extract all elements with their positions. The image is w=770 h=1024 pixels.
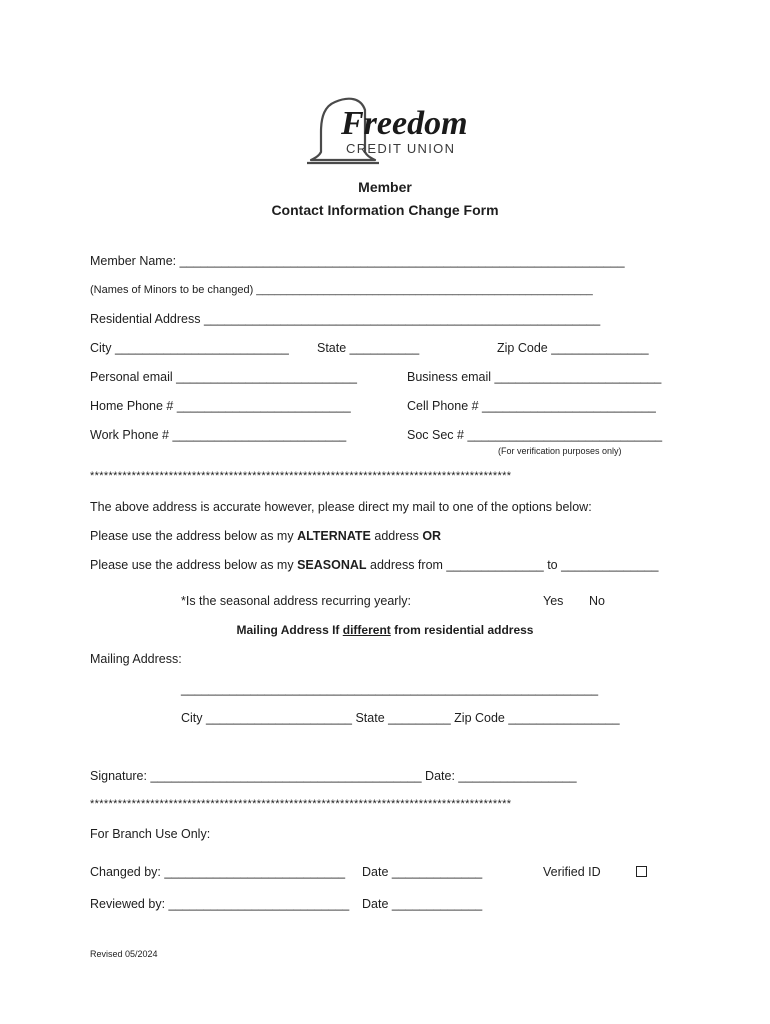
verified-id-label: Verified ID: [543, 865, 601, 879]
work-phone-field[interactable]: Work Phone # _________________________: [90, 428, 347, 442]
recurring-question: *Is the seasonal address recurring yearly:: [181, 594, 411, 608]
mailing-heading-prefix: Mailing Address If: [236, 623, 343, 637]
seasonal-dates-field[interactable]: address from ______________ to ______________: [366, 558, 659, 572]
soc-sec-field[interactable]: Soc Sec # ____________________________: [407, 428, 663, 442]
bell-logo-icon: [305, 92, 475, 166]
signature-date-field[interactable]: Signature: _______________________________________ Date: _________________: [90, 769, 577, 783]
logo-wordmark: Freedom: [341, 105, 468, 142]
revised-date: Revised 05/2024: [90, 949, 158, 959]
alternate-prefix: Please use the address below as my: [90, 529, 298, 543]
logo-subtitle: CREDIT UNION: [346, 141, 456, 156]
mailing-heading-underlined: different: [342, 623, 391, 637]
member-name-field[interactable]: Member Name: ________________________________________________________________: [90, 254, 625, 268]
zip-code-field[interactable]: Zip Code ______________: [497, 341, 649, 355]
personal-email-field[interactable]: Personal email __________________________: [90, 370, 357, 384]
form-title-line1: Member: [358, 179, 412, 195]
minors-names-field[interactable]: (Names of Minors to be changed) _______________________________________________________: [90, 284, 593, 296]
or-keyword: OR: [422, 529, 442, 543]
separator-top: *******************************************************************************************: [90, 470, 512, 482]
residential-address-field[interactable]: Residential Address _________________________________________________________: [90, 312, 601, 326]
changed-by-field[interactable]: Changed by: __________________________: [90, 865, 346, 879]
reviewed-date-field[interactable]: Date _____________: [362, 897, 483, 911]
alternate-mid: address: [370, 529, 423, 543]
soc-sec-note: (For verification purposes only): [498, 446, 622, 456]
mailing-address-line[interactable]: ____________________________________________________________: [181, 682, 599, 696]
branch-use-heading: For Branch Use Only:: [90, 827, 211, 841]
mail-options-intro: The above address is accurate however, please direct my mail to one of the options below:: [90, 500, 592, 514]
mailing-city-state-zip[interactable]: City _____________________ State _________ Zip Code ________________: [181, 711, 620, 725]
verified-id-checkbox[interactable]: [636, 866, 647, 877]
changed-date-field[interactable]: Date _____________: [362, 865, 483, 879]
home-phone-field[interactable]: Home Phone # _________________________: [90, 399, 351, 413]
reviewed-by-field[interactable]: Reviewed by: __________________________: [90, 897, 350, 911]
seasonal-address-option[interactable]: [90, 558, 658, 572]
mailing-heading-suffix: from residential address: [390, 623, 534, 637]
recurring-no-option[interactable]: No: [589, 594, 605, 608]
seasonal-keyword: SEASONAL: [297, 558, 367, 572]
recurring-yes-option[interactable]: Yes: [543, 594, 564, 608]
business-email-field[interactable]: Business email ________________________: [407, 370, 662, 384]
separator-bottom: *******************************************************************************************: [90, 798, 512, 810]
state-field[interactable]: State __________: [317, 341, 420, 355]
cell-phone-field[interactable]: Cell Phone # _________________________: [407, 399, 656, 413]
city-field[interactable]: City _________________________: [90, 341, 289, 355]
form-title-line2: Contact Information Change Form: [271, 202, 499, 218]
alternate-address-option[interactable]: [90, 529, 441, 543]
alternate-keyword: ALTERNATE: [297, 529, 371, 543]
seasonal-prefix: Please use the address below as my: [90, 558, 298, 572]
mailing-address-heading: [0, 623, 770, 637]
freedom-credit-union-logo: [305, 92, 475, 166]
mailing-address-label: Mailing Address:: [90, 652, 182, 666]
